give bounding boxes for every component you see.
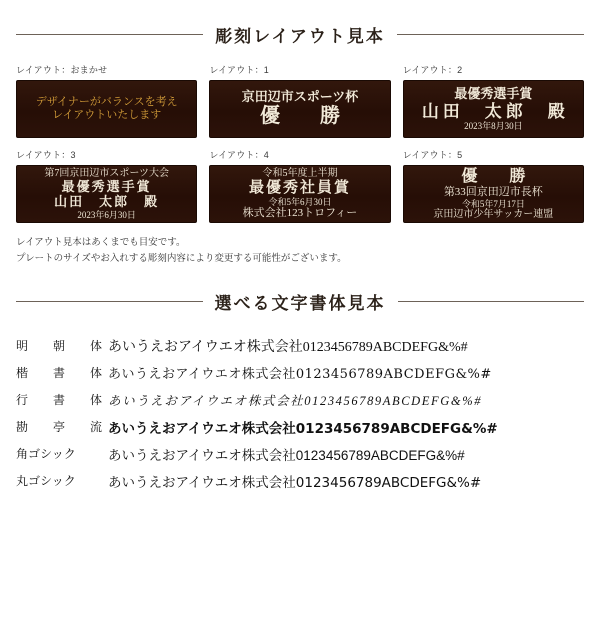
font-sample-row — [16, 467, 584, 494]
font-sample-row — [16, 332, 584, 359]
font-sample-row — [16, 440, 584, 467]
plate-line: 京田辺市スポーツ杯 — [241, 89, 359, 105]
font-name-char: 楷 — [16, 366, 29, 381]
plate-line: デザイナーがバランスを考え — [35, 96, 178, 109]
font-sample-text: あいうえおアイウエオ株式会社0123456789ABCDEFG&%# — [108, 367, 492, 383]
layout-sample-label: レイアウト：2 — [402, 65, 463, 75]
layout-sample-grid — [16, 63, 584, 223]
font-name-char: 書 — [52, 393, 65, 408]
header-rule-right — [398, 301, 585, 302]
font-name-char: 明 — [16, 339, 29, 354]
layout-sample-label: レイアウト：5 — [402, 150, 463, 160]
font-name-char: 朝 — [52, 339, 65, 354]
font-name-char: 体 — [89, 393, 102, 408]
font-name-maru-gothic — [16, 472, 108, 489]
engraving-plate — [403, 165, 584, 223]
plate-line: 山田 太郎 殿 — [54, 193, 160, 209]
engraving-plate — [403, 80, 584, 138]
layout-sample-card — [209, 148, 390, 223]
header-rule-right — [397, 34, 584, 35]
engraving-layout-guide-page — [0, 22, 600, 622]
plate-line: 優 勝 — [461, 167, 534, 185]
plate-line: 優 勝 — [259, 104, 350, 127]
engraving-plate — [16, 80, 197, 138]
plate-line: 最優秀選手賞 — [454, 85, 533, 101]
layout-sample-label: レイアウト：おまかせ — [16, 65, 108, 75]
font-name-char: 角ゴシック — [16, 447, 76, 462]
font-name-char: 体 — [89, 339, 102, 354]
engraving-plate — [209, 165, 390, 223]
layout-sample-label: レイアウト：1 — [209, 65, 270, 75]
font-name-char: 書 — [52, 366, 65, 381]
plate-line: 山田 太郎 殿 — [421, 101, 569, 121]
font-sample-row — [16, 413, 584, 440]
font-name-kaku-gothic — [16, 445, 108, 462]
engraving-plate — [16, 165, 197, 223]
font-name-char: 行 — [16, 393, 29, 408]
header-rule-left — [16, 34, 203, 35]
font-name-char: 流 — [89, 420, 102, 435]
font-sample-row — [16, 386, 584, 413]
plate-line: 令和5年6月30日 — [268, 196, 332, 207]
font-sample-text: あいうえおアイウエオ株式会社0123456789ABCDEFG&%# — [108, 393, 483, 408]
plate-line: レイアウトいたします — [52, 109, 162, 121]
font-sample-text: あいうえおアイウエオ株式会社0123456789ABCDEFG&%# — [108, 420, 498, 437]
font-name-gyosho — [16, 391, 108, 408]
plate-line: 2023年8月30日 — [464, 121, 523, 132]
plate-line: 2023年6月30日 — [77, 209, 136, 220]
font-name-char: 亭 — [52, 420, 65, 435]
plate-line: 株式会社123トロフィー — [242, 207, 358, 220]
plate-line: 令和5年7月17日 — [461, 198, 525, 209]
layout-sample-card — [403, 148, 584, 223]
engraving-plate — [209, 80, 390, 138]
layout-sample-card — [209, 63, 390, 138]
plate-line: 第33回京田辺市長杯 — [443, 185, 543, 198]
layout-sample-label: レイアウト：3 — [16, 150, 76, 160]
plate-line: 令和5年度上半期 — [262, 168, 338, 180]
font-name-char: 体 — [89, 366, 102, 381]
font-sample-text: あいうえおアイウエオ株式会社0123456789ABCDEFG&%# — [108, 339, 468, 355]
fonts-section-header — [16, 289, 584, 314]
plate-line: 最優秀社員賞 — [248, 179, 351, 196]
plate-line: 最優秀選手賞 — [61, 178, 152, 194]
layout-sample-card — [403, 63, 584, 138]
font-name-kantei — [16, 418, 108, 435]
font-name-char: 丸ゴシック — [16, 474, 76, 489]
header-rule-left — [16, 301, 203, 302]
layout-sample-card — [16, 148, 197, 223]
fonts-section-title: 選べる文字書体見本 — [214, 294, 386, 314]
font-sample-text: あいうえおアイウエオ株式会社0123456789ABCDEFG&%# — [108, 474, 482, 491]
layout-sample-label: レイアウト：4 — [209, 150, 270, 160]
layout-note-line: レイアウト見本はあくまでも目安です。 — [16, 237, 186, 248]
font-sample-list — [16, 332, 584, 494]
layout-section-title: 彫刻レイアウト見本 — [215, 27, 385, 46]
font-sample-text: あいうえおアイウエオ株式会社0123456789ABCDEFG&%# — [108, 447, 465, 463]
font-name-char: 勘 — [16, 420, 29, 435]
layout-sample-card — [16, 63, 197, 138]
font-name-mincho — [16, 337, 108, 354]
layout-section-header — [16, 22, 584, 47]
plate-line: 京田辺市少年サッカー連盟 — [433, 208, 554, 220]
layout-notes — [16, 235, 584, 267]
layout-note-line: プレートのサイズやお入れする彫刻内容により変更する可能性がございます。 — [16, 253, 347, 265]
plate-line: 第7回京田辺市スポーツ大会 — [44, 168, 169, 180]
font-sample-row — [16, 359, 584, 386]
font-name-kaisho — [16, 364, 108, 381]
